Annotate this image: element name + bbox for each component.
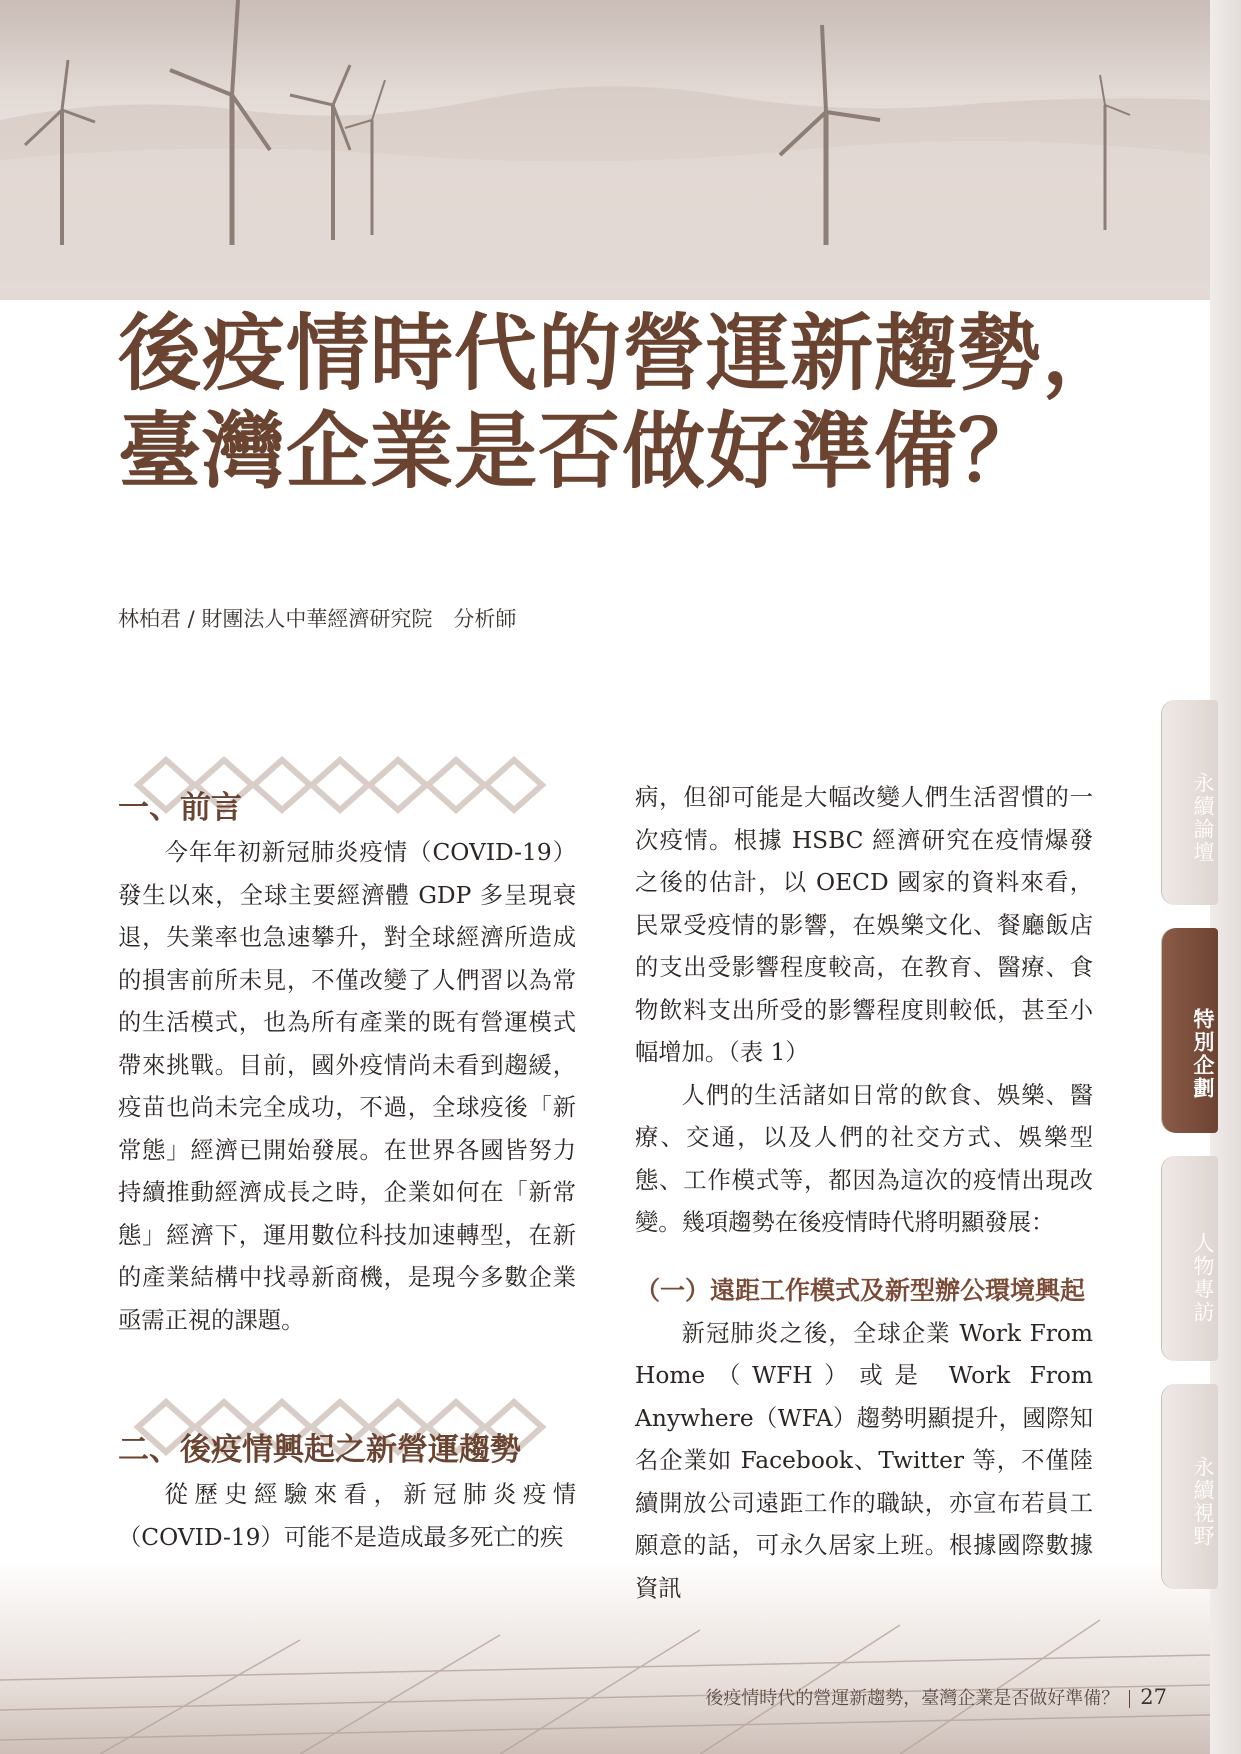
paragraph-trends-start: 從歷史經驗來看，新冠肺炎疫情（COVID-19）可能不是造成最多死亡的疾 bbox=[118, 1481, 576, 1551]
running-title: 後疫情時代的營運新趨勢，臺灣企業是否做好準備？ bbox=[705, 1688, 1120, 1709]
article-title bbox=[118, 305, 1178, 501]
author-byline: 林柏君 / 財團法人中華經濟研究院 分析師 bbox=[118, 607, 517, 631]
footer-separator bbox=[1129, 1690, 1130, 1708]
tab-label: 永續論壇 bbox=[1191, 772, 1215, 864]
tab-sustainability-vision[interactable] bbox=[1162, 1384, 1218, 1589]
title-line-1: 後疫情時代的營運新趨勢， bbox=[118, 305, 1126, 402]
paragraph-life-changes: 人們的生活諸如日常的飲食、娛樂、醫療、交通，以及人們的社交方式、娛樂型態、工作模式等，都因為這次的疫情出現改變。幾項趨勢在後疫情時代將明顯發展： bbox=[635, 1081, 1093, 1236]
wind-turbine-illustration bbox=[0, 0, 1210, 300]
right-column bbox=[635, 777, 1093, 1610]
paragraph-intro: 今年年初新冠肺炎疫情（COVID-19）發生以來，全球主要經濟體 GDP 多呈現衰退，失業率也急速攀升，對全球經濟所造成的損害前所未見，不僅改變了人們習以為常的生活模式，也為所有產業的既有營運模式帶來挑戰。目前，國外疫情尚未看到趨緩，疫苗也尚未完全成功，不過，全球疫後「新常態」經濟已開始發展。在世界各國皆努力持續推動經濟成長之時，企業如何在「新常態」經濟下，運用數位科技加速轉型，在新的產業結構中找尋新商機，是現今多數企業亟需正視的課題。 bbox=[118, 839, 576, 1334]
left-column-trends bbox=[118, 1474, 576, 1559]
header-photo-wind-turbines bbox=[0, 0, 1210, 300]
tab-sustainability-forum[interactable] bbox=[1162, 700, 1218, 905]
paragraph-trends-continued: 病，但卻可能是大幅改變人們生活習慣的一次疫情。根據 HSBC 經濟研究在疫情爆發之後的估計，以 OECD 國家的資料來看，民眾受疫情的影響，在娛樂文化、餐廳飯店的支出受影響程度較高，在教育、醫療、食物飲料支出所受的影響程度則較低，甚至小幅增加。（表 1） bbox=[635, 784, 1093, 1066]
subsection-heading-remote-work: （一）遠距工作模式及新型辦公環境興起 bbox=[635, 1275, 1086, 1305]
page-footer bbox=[705, 1684, 1167, 1710]
tab-label: 特別企劃 bbox=[1191, 1008, 1215, 1100]
left-column-intro bbox=[118, 832, 576, 1342]
page-number: 27 bbox=[1140, 1685, 1167, 1709]
tab-special-feature[interactable] bbox=[1162, 928, 1218, 1133]
tab-label: 人物專訪 bbox=[1191, 1232, 1215, 1324]
section-heading-intro: 一、前言 bbox=[118, 790, 242, 826]
tab-label: 永續視野 bbox=[1191, 1456, 1215, 1548]
section-heading-trends: 二、後疫情興起之新營運趨勢 bbox=[118, 1432, 521, 1468]
section-tabs bbox=[1162, 700, 1222, 1620]
tab-interview[interactable] bbox=[1162, 1156, 1218, 1361]
title-line-2: 臺灣企業是否做好準備？ bbox=[118, 403, 1042, 500]
paragraph-remote-work: 新冠肺炎之後，全球企業 Work From Home（WFH）或是 Work From Anywhere（WFA）趨勢明顯提升，國際知名企業如 Facebook、Twitter 等，不僅陸續開放公司遠距工作的職缺，亦宣布若員工願意的話，可永久居家上班。根據國際數據資訊 bbox=[635, 1319, 1093, 1602]
